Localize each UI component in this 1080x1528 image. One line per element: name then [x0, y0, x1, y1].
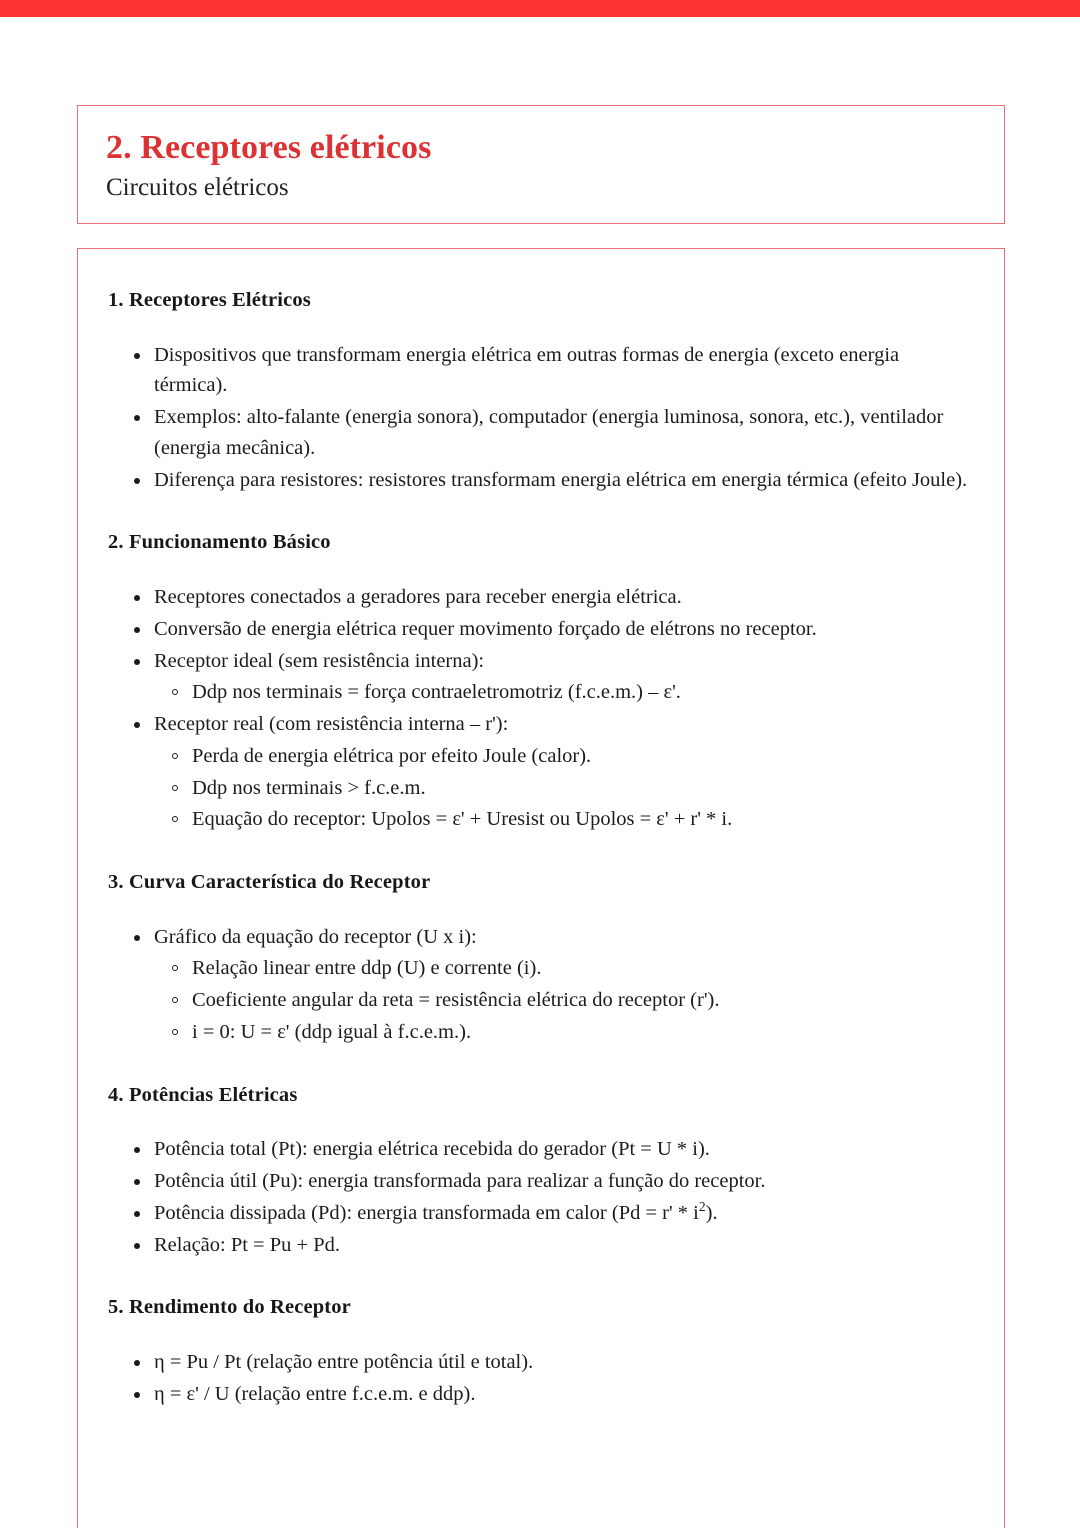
- content-section: [108, 1294, 974, 1409]
- bullet-item: Receptores conectados a geradores para receber energia elétrica.: [108, 582, 974, 613]
- bullet-item: Potência total (Pt): energia elétrica recebida do gerador (Pt = U * i).: [108, 1134, 974, 1165]
- bullet-item: Gráfico da equação do receptor (U x i):: [108, 922, 974, 953]
- section-heading: 1. Receptores Elétricos: [108, 289, 311, 311]
- sub-bullet-item: Equação do receptor: Upolos = ε' + Uresist ou Upolos = ε' + r' * i.: [108, 804, 974, 835]
- bullet-item: Exemplos: alto-falante (energia sonora), computador (energia luminosa, sonora, etc.), ventilador (energia mecânica).: [108, 402, 974, 464]
- sections-container: [108, 287, 974, 1409]
- section-heading: 5. Rendimento do Receptor: [108, 1296, 351, 1319]
- sub-bullet-item: Perda de energia elétrica por efeito Joule (calor).: [108, 741, 974, 772]
- content-section: [108, 869, 974, 1048]
- bullet-list: [108, 582, 974, 835]
- page-title: 2. Receptores elétricos: [106, 129, 432, 166]
- sub-bullet-item: Relação linear entre ddp (U) e corrente (i).: [108, 953, 974, 984]
- bullet-item: Receptor ideal (sem resistência interna):: [108, 646, 974, 677]
- document-header-card: [77, 105, 1005, 224]
- content-section: [108, 287, 974, 495]
- bullet-list: [108, 1347, 974, 1410]
- bullet-item: Dispositivos que transformam energia elétrica em outras formas de energia (exceto energia térmica).: [108, 340, 974, 402]
- section-heading: 4. Potências Elétricas: [108, 1083, 298, 1106]
- bullet-item: η = Pu / Pt (relação entre potência útil e total).: [108, 1347, 974, 1378]
- superscript-two: 2: [698, 1198, 706, 1214]
- sub-bullet-item: Ddp nos terminais > f.c.e.m.: [108, 773, 974, 804]
- bullet-item: Potência dissipada (Pd): energia transformada em calor $(Pd = r' * i^2)$.: [108, 1198, 974, 1229]
- sub-bullet-item: Ddp nos terminais = força contraeletromotriz (f.c.e.m.) – ε'.: [108, 677, 974, 708]
- bullet-list: [108, 922, 974, 1048]
- bullet-item: Potência útil (Pu): energia transformada para realizar a função do receptor.: [108, 1166, 974, 1197]
- bullet-list: [108, 1134, 974, 1260]
- sub-bullet-item: i = 0: U = ε' (ddp igual à f.c.e.m.).: [108, 1017, 974, 1048]
- section-heading: 2. Funcionamento Básico: [108, 531, 331, 554]
- top-accent-bar: [0, 0, 1080, 17]
- bullet-item: Receptor real (com resistência interna – r'):: [108, 709, 974, 740]
- bullet-item: η = ε' / U (relação entre f.c.e.m. e ddp).: [108, 1379, 974, 1410]
- section-heading: 3. Curva Característica do Receptor: [108, 871, 431, 894]
- bullet-item: Relação: Pt = Pu + Pd.: [108, 1230, 974, 1261]
- content-section: [108, 529, 974, 835]
- sub-bullet-item: Coeficiente angular da reta = resistência elétrica do receptor (r').: [108, 985, 974, 1016]
- bullet-item: Conversão de energia elétrica requer movimento forçado de elétrons no receptor.: [108, 614, 974, 645]
- bullet-list: [108, 340, 974, 496]
- document-content-card: [77, 248, 1005, 1528]
- content-section: [108, 1082, 974, 1261]
- bullet-item: Diferença para resistores: resistores transformam energia elétrica em energia térmica (efeito Joule).: [108, 465, 974, 496]
- page-subtitle: Circuitos elétricos: [106, 174, 289, 202]
